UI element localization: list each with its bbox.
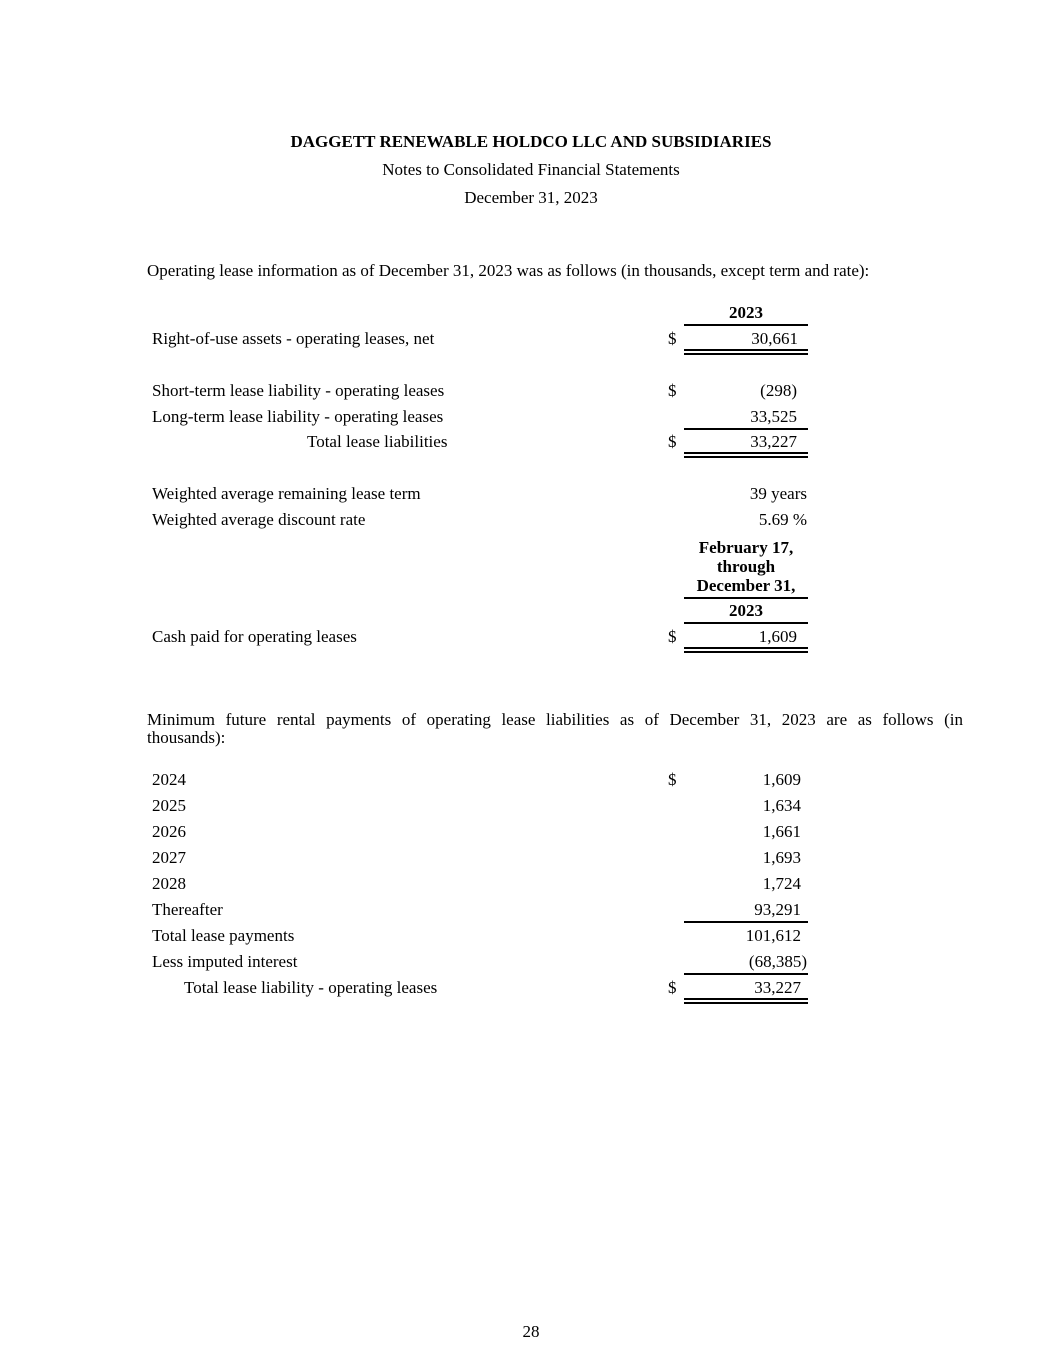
currency-symbol: $ bbox=[668, 329, 677, 348]
double-underline bbox=[684, 998, 808, 1004]
period-header-line3: December 31, bbox=[696, 576, 796, 595]
double-underline bbox=[684, 647, 808, 653]
row-value: 93,291 bbox=[754, 900, 801, 919]
currency-symbol: $ bbox=[668, 432, 677, 451]
row-label: Less imputed interest bbox=[152, 952, 298, 971]
row-value: 33,227 bbox=[754, 978, 801, 997]
row-value: 101,612 bbox=[745, 926, 801, 945]
row-value: 1,661 bbox=[762, 822, 801, 841]
row-label: 2025 bbox=[152, 796, 186, 815]
header-rule bbox=[684, 324, 808, 326]
row-label: 2028 bbox=[152, 874, 186, 893]
subtotal-rule bbox=[684, 973, 808, 975]
period-header-rule bbox=[684, 597, 808, 599]
currency-symbol: $ bbox=[668, 627, 677, 646]
future-payments-intro-line1: Minimum future rental payments of operating lease liabilities as of December 31, 2023 are as follows (in bbox=[147, 710, 963, 729]
row-value: 39 years bbox=[749, 484, 807, 503]
row-value: 1,634 bbox=[762, 796, 801, 815]
period-header-line2: through bbox=[716, 557, 776, 576]
row-value: 1,693 bbox=[762, 848, 801, 867]
row-label: Total lease liabilities bbox=[307, 432, 448, 451]
row-label: 2027 bbox=[152, 848, 186, 867]
currency-symbol: $ bbox=[668, 770, 677, 789]
row-value: 33,227 bbox=[750, 432, 797, 451]
row-label: Thereafter bbox=[152, 900, 223, 919]
row-label: Weighted average discount rate bbox=[152, 510, 366, 529]
row-value: 1,609 bbox=[762, 770, 801, 789]
row-value: 30,661 bbox=[751, 329, 798, 348]
row-value: 33,525 bbox=[750, 407, 797, 426]
row-value: 5.69 % bbox=[758, 510, 807, 529]
subtotal-rule bbox=[684, 428, 808, 430]
operating-lease-intro: Operating lease information as of December 31, 2023 was as follows (in thousands, except term and rate): bbox=[147, 261, 870, 280]
row-label: Total lease liability - operating leases bbox=[184, 978, 438, 997]
currency-symbol: $ bbox=[668, 978, 677, 997]
row-label: 2024 bbox=[152, 770, 186, 789]
row-value: (68,385) bbox=[748, 952, 807, 971]
currency-symbol: $ bbox=[668, 381, 677, 400]
document-date: December 31, 2023 bbox=[464, 188, 598, 207]
row-label: Short-term lease liability - operating leases bbox=[152, 381, 445, 400]
row-value: 1,724 bbox=[762, 874, 801, 893]
row-label: Weighted average remaining lease term bbox=[152, 484, 421, 503]
period-column-header bbox=[684, 538, 808, 595]
double-underline bbox=[684, 452, 808, 458]
row-label: Total lease payments bbox=[152, 926, 295, 945]
row-label: Long-term lease liability - operating leases bbox=[152, 407, 444, 426]
period-header-line1: February 17, bbox=[698, 538, 794, 557]
subtotal-rule bbox=[684, 921, 808, 923]
row-value: 1,609 bbox=[758, 627, 797, 646]
row-label: Cash paid for operating leases bbox=[152, 627, 357, 646]
row-label: Right-of-use assets - operating leases, net bbox=[152, 329, 435, 348]
future-payments-intro-line2: thousands): bbox=[147, 728, 226, 747]
document-subtitle: Notes to Consolidated Financial Statements bbox=[382, 160, 680, 179]
company-name: DAGGETT RENEWABLE HOLDCO LLC AND SUBSIDIARIES bbox=[290, 132, 772, 151]
period-year-header: 2023 bbox=[729, 601, 763, 620]
double-underline bbox=[684, 349, 808, 355]
row-value: (298) bbox=[760, 381, 797, 400]
page-number: 28 bbox=[522, 1322, 540, 1341]
row-label: 2026 bbox=[152, 822, 186, 841]
period-year-rule bbox=[684, 622, 808, 624]
column-header-2023: 2023 bbox=[729, 303, 763, 322]
